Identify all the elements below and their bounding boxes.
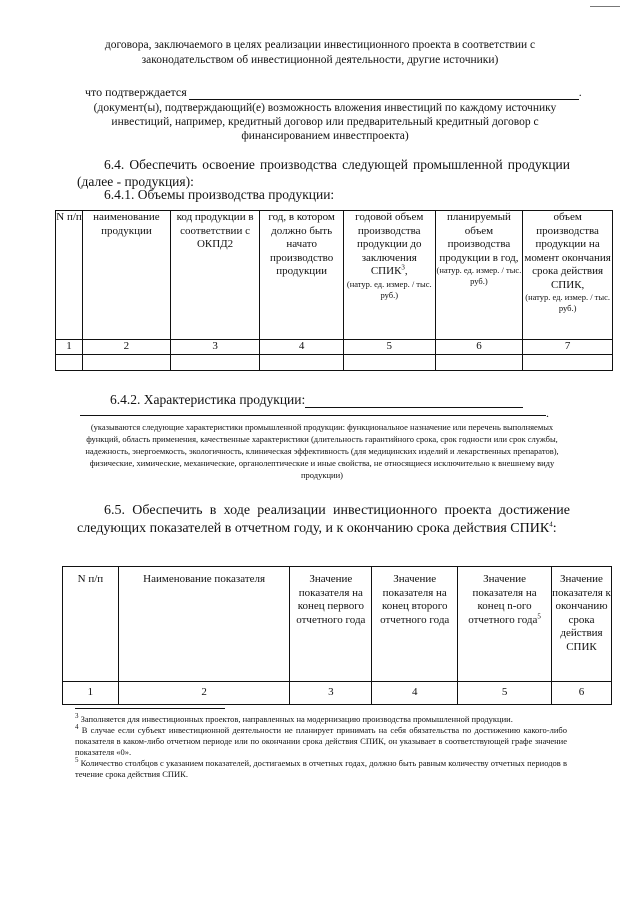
footnote-3: $^3$ Заполняется для инвестиционных проектов, направленных на модернизацию производства промышленной продукции. bbox=[75, 712, 513, 724]
section-6-4-2-title: 6.4.2. Характеристика продукции: bbox=[110, 392, 306, 407]
production-volume-table bbox=[55, 210, 613, 371]
column-number: 7 bbox=[523, 340, 613, 355]
footnote-separator bbox=[75, 708, 225, 709]
column-number: 3 bbox=[290, 682, 372, 705]
scan-mark bbox=[590, 6, 620, 7]
header-cell: Значение показателя к окончанию срока действия СПИК bbox=[551, 567, 611, 682]
characteristics-fill-line bbox=[305, 393, 523, 408]
footnotes bbox=[75, 714, 567, 780]
characteristics-fill-line-2 bbox=[80, 415, 546, 416]
table-cell bbox=[83, 354, 171, 370]
table-header-row bbox=[63, 567, 612, 682]
section-6-4-text: 6.4. Обеспечить освоение производства следующей промышленной продукции (далее - продукция): bbox=[77, 157, 570, 189]
characteristics-note: (указываются следующие характеристики промышленной продукции: функциональное назначение или перечень выполняемых функций, область применения, качественные характеристики (длительность гарантийного срока, срок годности или срок службы, надежность, энергоемкость, экологичность, клиническая эффективность (для медицинских изделий и лекарственных препаратов), физические, химические, механические, органолептические и иные свойства, не относящиеся исключительно к внешнему виду продукции) bbox=[85, 422, 559, 480]
header-cell: Значение показателя на конец второго отчетного года bbox=[372, 567, 458, 682]
column-number: 6 bbox=[551, 682, 611, 705]
top-paragraph: договора, заключаемого в целях реализации инвестиционного проекта в соответствии с законодательством об инвестиционной деятельности, другие источники) bbox=[104, 39, 536, 66]
header-cell: объем производства продукции на момент окончания срока действия СПИК, (натур. ед. измер. / тыс. руб.) bbox=[523, 211, 613, 340]
header-cell: планируемый объем производства продукции в год, (натур. ед. измер. / тыс. руб.) bbox=[435, 211, 523, 340]
header-cell: код продукции в соответствии с ОКПД2 bbox=[170, 211, 260, 340]
table-cell bbox=[435, 354, 523, 370]
header-cell: N п/п bbox=[63, 567, 119, 682]
table-cell bbox=[523, 354, 613, 370]
table-number-row bbox=[63, 682, 612, 705]
column-number: 1 bbox=[63, 682, 119, 705]
characteristics-end: . bbox=[546, 406, 549, 420]
table-empty-row bbox=[56, 354, 613, 370]
table-cell bbox=[260, 354, 343, 370]
table-header-row bbox=[56, 211, 613, 340]
column-number: 5 bbox=[343, 340, 435, 355]
column-number: 2 bbox=[118, 682, 290, 705]
column-number: 5 bbox=[458, 682, 552, 705]
table-number-row bbox=[56, 340, 613, 355]
table-cell bbox=[56, 354, 83, 370]
column-number: 3 bbox=[170, 340, 260, 355]
indicators-table bbox=[62, 566, 612, 705]
header-cell: N п/п bbox=[56, 211, 83, 340]
table-cell bbox=[343, 354, 435, 370]
confirm-note: (документ(ы), подтверждающий(е) возможность вложения инвестиций по каждому источнику инвестиций, например, кредитный договор или предварительный кредитный договор с финансированием инвестпроекта) bbox=[93, 102, 557, 142]
confirm-end: . bbox=[578, 85, 582, 99]
header-cell: год, в котором должно быть начато производство продукции bbox=[260, 211, 343, 340]
footnote-5: $^5$ Количество столбцов с указанием показателей, достигаемых в отчетных годах, должно быть равным количеству отчетных периодов в течение срока действия СПИК. bbox=[75, 756, 567, 779]
header-cell: Значение показателя на конец n-ого отчетного года$^5$ bbox=[458, 567, 552, 682]
column-number: 2 bbox=[83, 340, 171, 355]
section-6-5-text: 6.5. Обеспечить в ходе реализации инвестиционного проекта достижение следующих показателей в отчетном году, и к окончанию срока действия СПИК$^4$: bbox=[77, 503, 570, 536]
column-number: 1 bbox=[56, 340, 83, 355]
confirm-label: что подтверждается bbox=[85, 85, 187, 99]
footnote-4: $^4$ В случае если субъект инвестиционной деятельности не планирует принимать на себя обязательства по достижению какого-либо показателя в каком-либо отчетном периоде или по окончании срока действия СПИК, он указывает в соответствующей графе значение показателя «0». bbox=[75, 723, 567, 757]
confirm-fill-line bbox=[189, 87, 579, 100]
header-cell: Значение показателя на конец первого отчетного года bbox=[290, 567, 372, 682]
column-number: 4 bbox=[260, 340, 343, 355]
header-cell: наименование продукции bbox=[83, 211, 171, 340]
header-cell: годовой объем производства продукции до заключения СПИК$^3$, (натур. ед. измер. / тыс. руб.) bbox=[343, 211, 435, 340]
header-cell: Наименование показателя bbox=[118, 567, 290, 682]
confirm-line bbox=[85, 85, 582, 100]
column-number: 4 bbox=[372, 682, 458, 705]
column-number: 6 bbox=[435, 340, 523, 355]
section-6-4-2-line bbox=[110, 392, 523, 408]
section-6-4-1-title: 6.4.1. Объемы производства продукции: bbox=[104, 187, 335, 202]
table-cell bbox=[170, 354, 260, 370]
